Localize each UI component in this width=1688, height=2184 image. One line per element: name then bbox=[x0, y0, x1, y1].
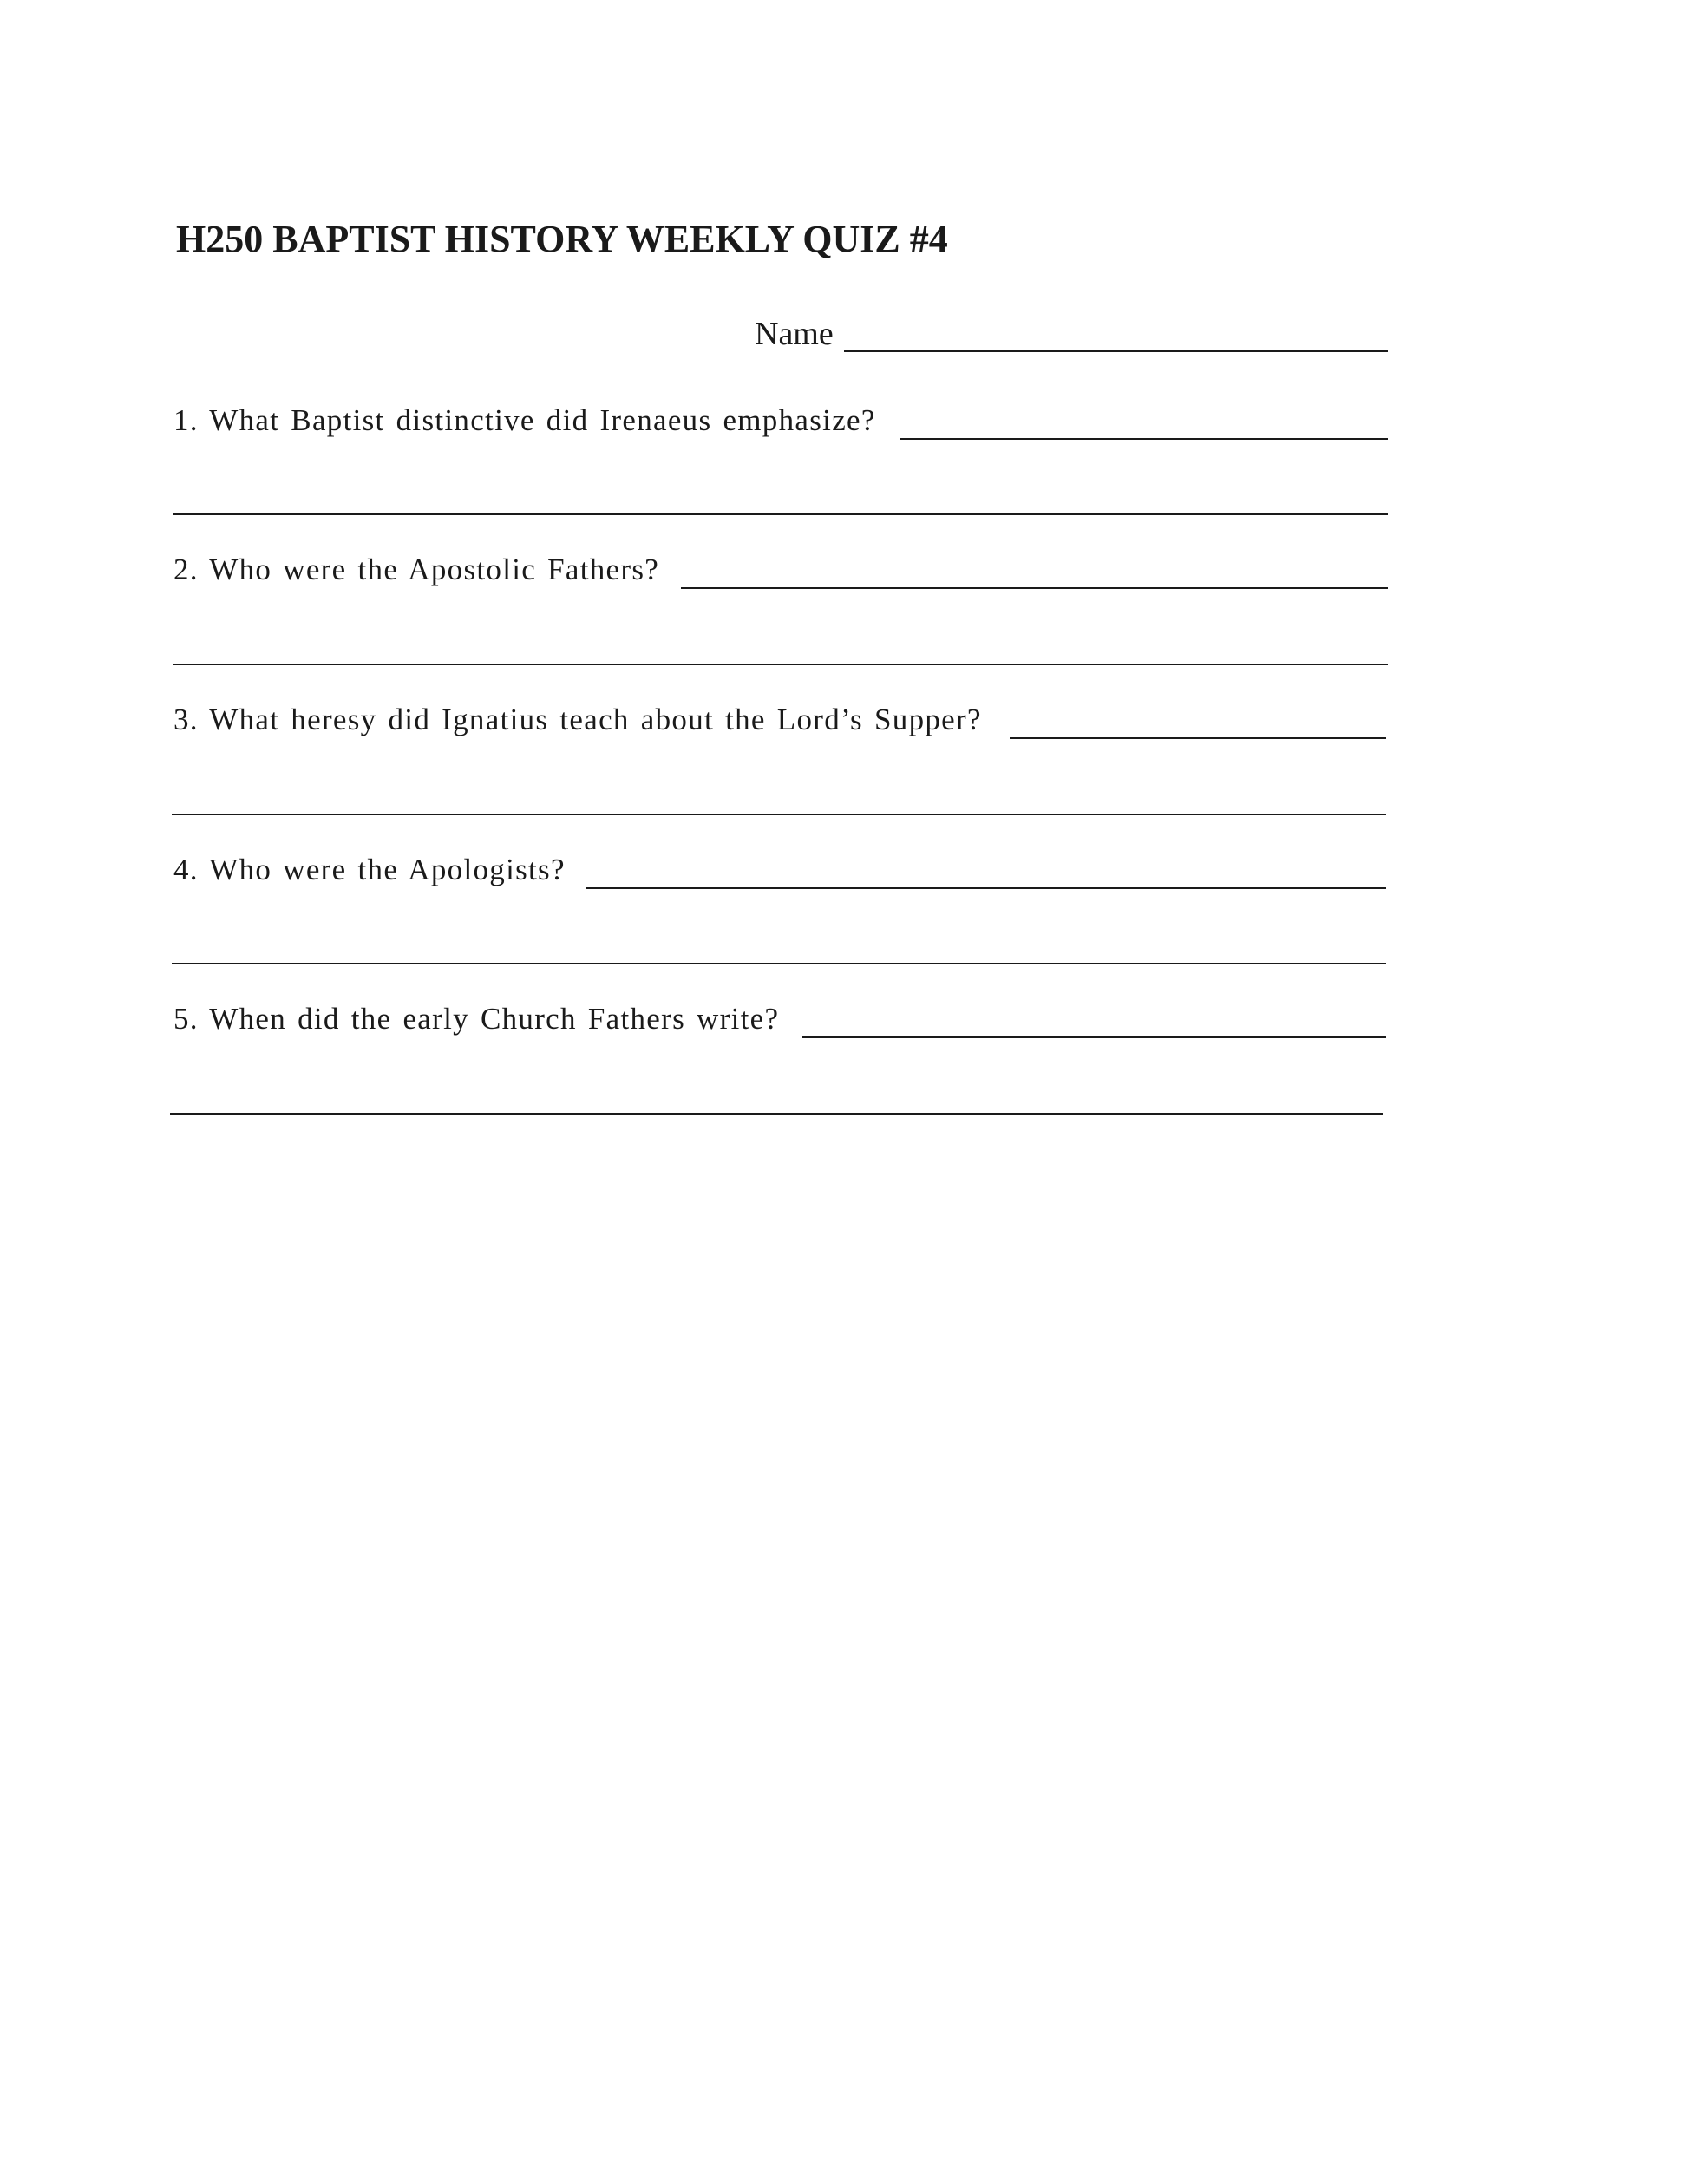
question-5-answer-line[interactable] bbox=[802, 1036, 1386, 1038]
question-5-answer-line-2[interactable] bbox=[170, 1113, 1383, 1115]
question-1-answer-line[interactable] bbox=[900, 438, 1388, 440]
question-4-answer-line[interactable] bbox=[586, 887, 1386, 889]
name-blank-line[interactable] bbox=[844, 350, 1388, 352]
question-2-text: 2. Who were the Apostolic Fathers? bbox=[173, 553, 660, 586]
quiz-title: H250 BAPTIST HISTORY WEEKLY QUIZ #4 bbox=[176, 218, 948, 260]
question-1-answer-line-2[interactable] bbox=[173, 513, 1388, 515]
question-5 bbox=[173, 1002, 1386, 1054]
name-field[interactable] bbox=[755, 315, 1388, 358]
question-2-answer-line-2[interactable] bbox=[173, 664, 1388, 665]
question-2-answer-line[interactable] bbox=[681, 587, 1388, 589]
question-5-text: 5. When did the early Church Fathers write? bbox=[173, 1002, 780, 1036]
question-4-text: 4. Who were the Apologists? bbox=[173, 853, 566, 886]
question-3-text: 3. What heresy did Ignatius teach about the Lord’s Supper? bbox=[173, 703, 982, 736]
question-3-answer-line-2[interactable] bbox=[172, 814, 1386, 815]
question-1 bbox=[173, 403, 1388, 455]
question-3-answer-line[interactable] bbox=[1010, 737, 1386, 739]
question-3 bbox=[173, 703, 1386, 755]
question-1-text: 1. What Baptist distinctive did Irenaeus emphasize? bbox=[173, 403, 876, 437]
question-4 bbox=[173, 853, 1386, 905]
question-2 bbox=[173, 553, 1388, 605]
name-label: Name bbox=[755, 316, 834, 352]
question-4-answer-line-2[interactable] bbox=[172, 963, 1386, 964]
